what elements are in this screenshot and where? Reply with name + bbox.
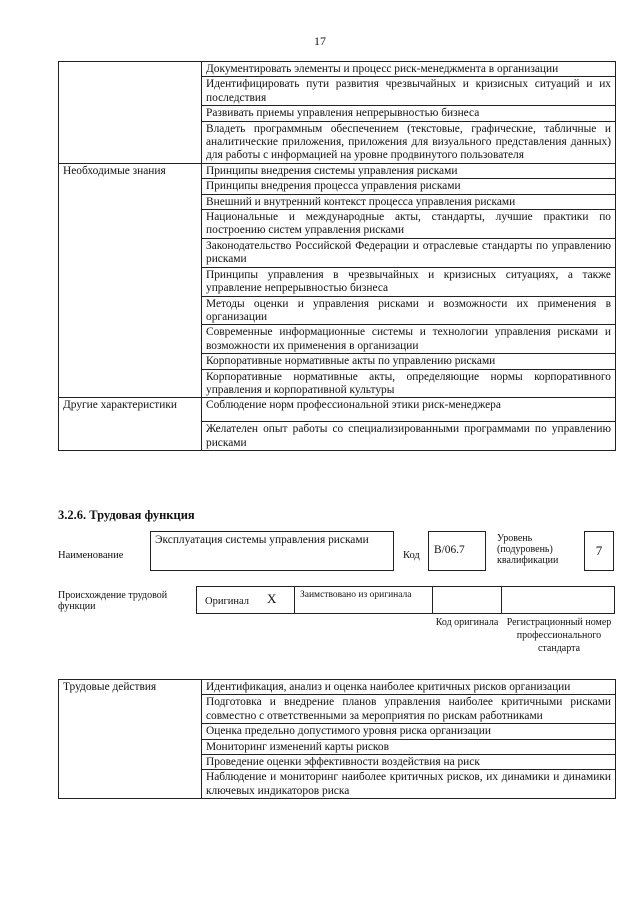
labor-action-item: Мониторинг изменений карты рисков: [202, 739, 616, 754]
table-row: [59, 398, 616, 422]
skill-item: Документировать элементы и процесс риск-менеджмента в организации: [202, 62, 616, 77]
reg-number-caption: Регистрационный номер профессионального стандарта: [506, 617, 612, 654]
table-row: [59, 163, 616, 178]
knowledge-item: Национальные и международные акты, стандарты, лучшие практики по построению систем управления рисками: [202, 210, 616, 239]
knowledge-item: Принципы управления в чрезвычайных и кризисных ситуациях, а также управление непрерывностью бизнеса: [202, 267, 616, 296]
labor-action-item: Подготовка и внедрение планов управления наиболее критичными рисками совместно с ответственными за мероприятия по рискам работниками: [202, 695, 616, 724]
labor-action-item: Наблюдение и мониторинг наиболее критичных рисков, их динамики и динамики ключевых индикаторов риска: [202, 770, 616, 799]
other-item: Соблюдение норм профессиональной этики риск-менеджера: [202, 398, 616, 422]
row-header-other: Другие характеристики: [59, 398, 202, 451]
level-value-box: 7: [584, 531, 614, 571]
skill-item: Развивать приемы управления непрерывностью бизнеса: [202, 106, 616, 121]
knowledge-item: Принципы внедрения процесса управления рисками: [202, 179, 616, 194]
table-row: [59, 62, 616, 77]
knowledge-item: Принципы внедрения системы управления рисками: [202, 163, 616, 178]
skills-knowledge-table: [58, 61, 616, 451]
borrowed-label: Заимствовано из оригинала: [300, 590, 412, 600]
knowledge-item: Современные информационные системы и технологии управления рисками и возможности их применения в организации: [202, 325, 616, 354]
original-mark: X: [267, 591, 277, 606]
original-label: Оригинал: [205, 596, 249, 607]
reg-number-cell: [501, 586, 615, 614]
labor-actions-table: [58, 679, 616, 799]
origin-code-cell: [432, 586, 502, 614]
original-cell: [196, 586, 295, 614]
code-value-box: В/06.7: [428, 531, 486, 571]
origin-code-caption: Код оригинала: [435, 617, 499, 628]
other-item: Желателен опыт работы со специализированными программами по управлению рисками: [202, 422, 616, 451]
level-label: Уровень (подуровень) квалификации: [497, 533, 559, 566]
table-row: [59, 680, 616, 695]
row-header-empty: [59, 62, 202, 164]
skill-item: Идентифицировать пути развития чрезвычайных и кризисных ситуаций и их последствия: [202, 77, 616, 106]
labor-action-item: Проведение оценки эффективности воздействия на риск: [202, 755, 616, 770]
knowledge-item: Методы оценки и управления рисками и возможности их применения в организации: [202, 296, 616, 325]
code-label: Код: [403, 550, 420, 561]
knowledge-item: Корпоративные нормативные акты по управлению рисками: [202, 354, 616, 369]
row-header-knowledge: Необходимые знания: [59, 163, 202, 398]
name-label: Наименование: [58, 550, 124, 561]
knowledge-item: Законодательство Российской Федерации и отраслевые стандарты по управлению рисками: [202, 238, 616, 267]
knowledge-item: Корпоративные нормативные акты, определяющие нормы корпоративного управления и корпоративной культуры: [202, 369, 616, 398]
labor-action-item: Идентификация, анализ и оценка наиболее критичных рисков организации: [202, 680, 616, 695]
borrowed-cell: [294, 586, 433, 614]
page-number: 17: [314, 34, 326, 48]
knowledge-item: Внешний и внутренний контекст процесса управления рисками: [202, 194, 616, 209]
origin-label: Происхождение трудовой функции: [58, 590, 168, 612]
name-value-box: Эксплуатация системы управления рисками: [150, 531, 394, 571]
section-title: 3.2.6. Трудовая функция: [58, 508, 195, 522]
row-header-labor-actions: Трудовые действия: [59, 680, 202, 799]
skill-item: Владеть программным обеспечением (текстовые, графические, табличные и аналитические приложения, приложения для визуального представления данных) для работы с информацией на уровне продвинутого пользователя: [202, 121, 616, 163]
labor-action-item: Оценка предельно допустимого уровня риска организации: [202, 724, 616, 739]
